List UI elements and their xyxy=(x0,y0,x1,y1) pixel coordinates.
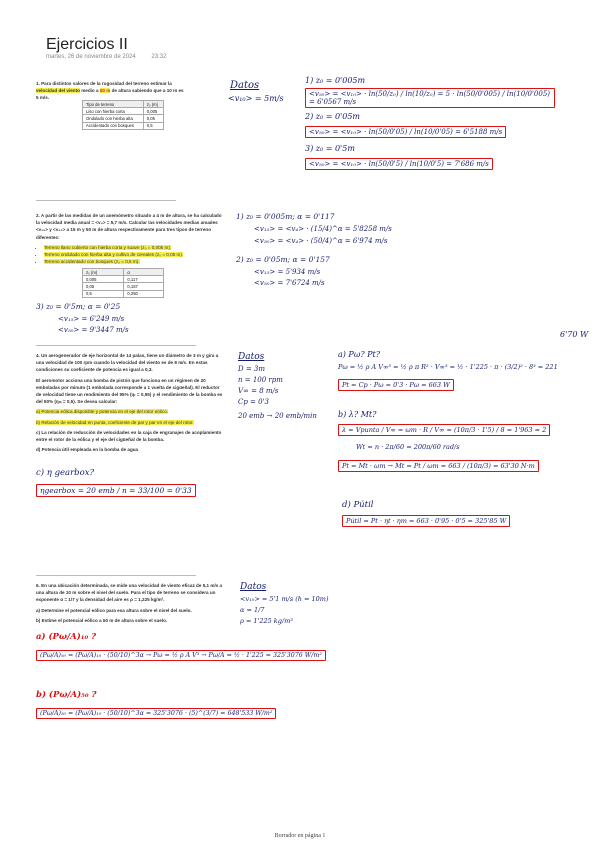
page-date: martes, 26 de noviembre de 2024 xyxy=(46,54,136,60)
page-meta xyxy=(46,54,180,60)
ex6-datos: Datos <v₁₀> = 5'1 m/s (h = 10m) α = 1/7 ρ = 1'225 kg/m³ xyxy=(240,582,329,625)
ex4-solution-b: b) λ? Mt? λ = Vpunta / V∞ = ωm · R / V∞ = (10π/3 · 1'5) / 8 = 1'963 ≈ 2 Wt = n · 2π/60 = 200π/60 rad/s Pt = Mt · ωm → Mt = Pt / ωm = 663 / (10π/3) = 63'30 N·m xyxy=(338,410,578,473)
ex1-datos-v: <v₁₀> = 5m/s xyxy=(228,94,284,103)
ex6-solution-a: a) (Pω/A)₁₀ ? (Pω/A)₅₀ = (Pω/A)₁₀ · (50/10)^3α → Pω = ½ ρ A V³ → Pω/A = ½ · 1'225 = 325'3076 W/m² xyxy=(36,632,356,662)
ex4-datos: Datos D = 3m n = 100 rpm V∞ = 8 m/s Cp = 0'3 20 emb → 20 emb/min xyxy=(238,352,317,420)
ex2-statement: 2. A partir de las medidas de un anemómetro situado a 4 m de altura, se ha calculado la velocidad media anual = <v₄> = 5,7 m/s. Calcular las velocidades medias anuales <v₁₅> y <v₄₀> a 15 m y 50 m de altura respectivamente para tres tipos de terreno diferentes: • Terreno llano cubierto con hierba corta y suave (z₀ = 0,005 m). • Terreno ondulado con hierba alta y cultivo de cereales (z₀ = 0,05 m). • Terreno accidentado con bosques (z₀ = 0,5 m). xyxy=(36,212,226,267)
ex1-solution: 1) z₀ = 0'005m <v₅₀> = <v₁₀> · ln(50/z₀) / ln(10/z₀) = 5 · ln(50/0'005) / ln(10/0'005) = 6'0567 m/s 2) z₀ = 0'05m <v₅₀> = <v₁₀> · ln(50/0'05) / ln(10/0'05) = 6'5188 m/s 3) z₀ = 0'5m <v₅₀> = <v₁₀> · ln(50/0'5) / ln(10/0'5) = 7'686 m/s xyxy=(305,76,555,171)
ex2-table: z₀ (m) α 0,005 0,117 0,05 0,157 0,5 0,250 xyxy=(82,268,164,298)
ex1-table: Tipo de terreno z₀ (m) Liso con hierba corta 0,005 Ondulado con hierba alta 0,05 Accidentado con bosques 0,5 xyxy=(82,100,164,130)
ex4-statement: 4. Un aerogenerador de eje horizontal de 14 palas, tiene un diámetro de 3 m y gira a una velocidad de 100 rpm cuando la velocidad del viento es de 8 m/s. En estas condiciones su coeficiente de potencia es igual a 0,3. El aeromotor acciona una bomba de pistón que funciona en un régimen de 20 emboladas por minuto (1 embolada corresponde a 1 vuelta de cigüeñal). El reductor de velocidad tiene un rendimiento del 95% (ηₜ = 0,95) y el rendimiento de la bomba es del 50% (ηₘ = 0,5). Se desea calcular: a) Potencia eólica disponible y potencia en el eje del rotor eólico. b) Relación de velocidad en punta, coeficiente de par y par en el eje del rotor. c) La relación de reducción de velocidades en la caja de engranajes de acoplamiento entre el rotor de la eólica y el eje del cigüeñal de la bomba. d) Potencia útil empleada en la bomba de agua xyxy=(36,353,223,453)
ex1-statement: 1. Para distintos valores de la rugosidad del terreno estimar la velocidad del viento medio a 50 m de altura sabiendo que a 10 m es 5 m/s. xyxy=(36,81,184,101)
ex1-datos-label: Datos xyxy=(230,80,260,91)
ex4-solution-a: a) Pω? Pt? Pω = ½ ρ A V∞³ = ½ ρ π R² · V∞³ = ½ · 1'225 · π · (3/2)² · 8³ = 221 Pt = Cp · Pω = 0'3 · Pω = 663 W xyxy=(338,350,558,389)
ex6-solution-b: b) (Pω/A)₅₀ ? (Pω/A)₅₀ = (Pω/A)₁₀ · (50/10)^3α = 325'3076 · (5)^(3/7) = 648'533 W/m² xyxy=(36,690,356,720)
ex2-margin-note: 6'70 W xyxy=(560,330,589,339)
ex6-statement: 6. En una ubicación determinada, se mide una velocidad de viento eficaz de 5,1 m/s a una altura de 10 m sobre el nivel del suelo. Para el tipo de terreno se considera un exponente α = 1/7 y la densidad del aire es ρ = 1,225 kg/m³. a) Determine el potencial eólico para esa altura sobre el nivel del suelo. b) Estime el potencial eólico a 50 m de altura sobre el suelo. xyxy=(36,583,223,623)
page-title: Ejercicios II xyxy=(46,36,128,53)
page-footer: Borrador en página 1 xyxy=(274,833,326,839)
divider-1 xyxy=(36,200,176,201)
ex4-solution-d: d) Pútil Pútil = Pt · ηt · ηm = 663 · 0'95 · 0'5 = 325'85 W xyxy=(342,500,582,528)
ex4-solution-c: c) η gearbox? ηgearbox = 20 emb / n = 33/100 = 0'33 xyxy=(36,468,216,498)
divider-3 xyxy=(36,575,196,576)
divider-2 xyxy=(36,345,196,346)
page-time: 23:32 xyxy=(151,54,167,60)
ex2-solution-1-2: 1) z₀ = 0'005m; α = 0'117 <v₁₅> = <v₄> · (15/4)^α = 5'8258 m/s <v₅₀> = <v₄> · (50/4)^α = 6'974 m/s 2) z₀ = 0'05m; α = 0'157 <v₁₅> = 5'934 m/s <v₅₀> = 7'6724 m/s xyxy=(236,212,392,287)
ex2-solution-3: 3) z₀ = 0'5m; α = 0'25 <v₁₅> = 6'249 m/s <v₅₀> = 9'3447 m/s xyxy=(36,302,129,334)
